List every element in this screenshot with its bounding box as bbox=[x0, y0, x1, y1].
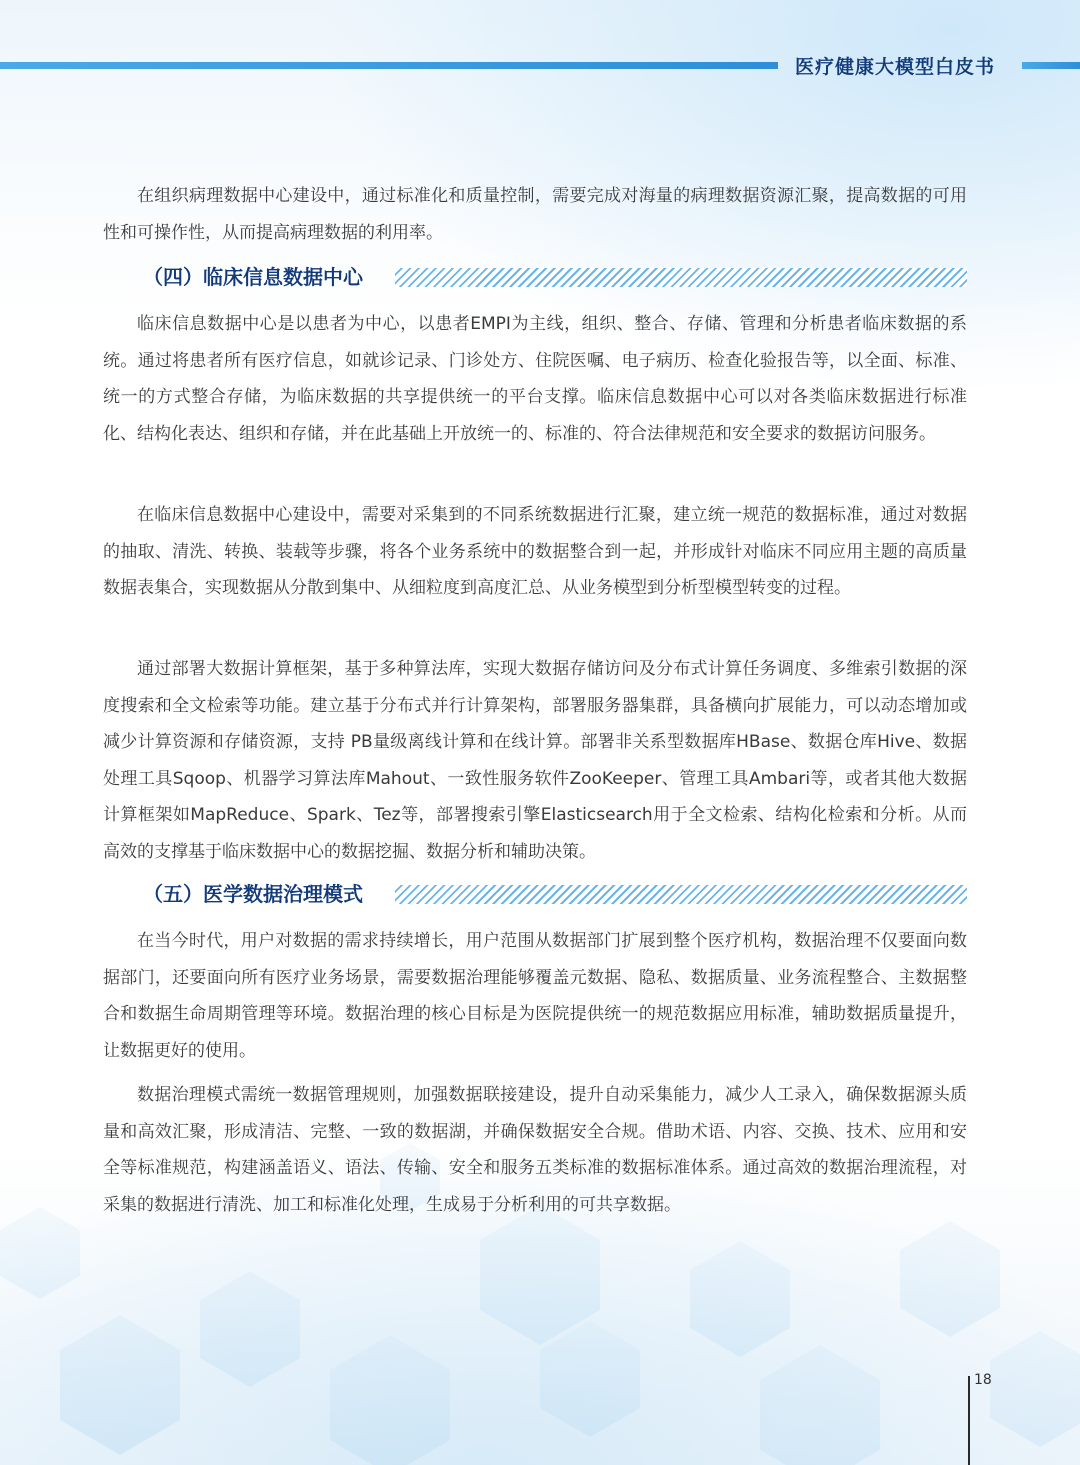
paragraph-clinical-center-construction: 在临床信息数据中心建设中，需要对采集到的不同系统数据进行汇聚，建立统一规范的数据标准，通过对数据的抽取、清洗、转换、装载等步骤，将各个业务系统中的数据整合到一起，并形成针对临床不同应用主题的高质量数据表集合，实现数据从分散到集中、从细粒度到高度汇总、从业务模型到分析型模型转变的过程。 bbox=[103, 505, 967, 598]
paragraph-data-governance-mode: 数据治理模式需统一数据管理规则，加强数据联接建设，提升自动采集能力，减少人工录入，确保数据源头质量和高效汇聚，形成清洁、完整、一致的数据湖，并确保数据安全合规。借助术语、内容、交换、技术、应用和安全等标准规范，构建涵盖语义、语法、传输、安全和服务五类标准的数据标准体系。通过高效的数据治理流程，对采集的数据进行清洗、加工和标准化处理，生成易于分析利用的可共享数据。 bbox=[103, 1085, 967, 1215]
header-title: 医疗健康大模型白皮书 bbox=[795, 56, 996, 78]
header-accent-bar-left bbox=[0, 62, 778, 69]
section-title: （五）医学数据治理模式 bbox=[143, 882, 363, 906]
paragraph-big-data-framework: 通过部署大数据计算框架，基于多种算法库，实现大数据存储访问及分布式计算任务调度、多维索引数据的深度搜索和全文检索等功能。建立基于分布式并行计算架构，部署服务器集群，具备横向扩展能力，可以动态增加或减少计算资源和存储资源，支持 PB量级离线计算和在线计算。部署非关系型数据库HBase、数据仓库Hive、数据处理工具Sqoop、机器学习算法库Mahout、一致性服务软件ZooKeeper、管理工具Ambari等，或者其他大数据计算框架如MapReduce、Spark、Tez等，部署搜索引擎Elasticsearch用于全文检索、结构化检索和分析。从而高效的支撑基于临床数据中心的数据挖掘、数据分析和辅助决策。 bbox=[103, 659, 967, 862]
page-number: 18 bbox=[974, 1372, 992, 1388]
section-hatch-decoration bbox=[395, 268, 967, 287]
paragraph-clinical-center-definition: 临床信息数据中心是以患者为中心，以患者EMPI为主线，组织、整合、存储、管理和分析患者临床数据的系统。通过将患者所有医疗信息，如就诊记录、门诊处方、住院医嘱、电子病历、检查化验报告等，以全面、标准、统一的方式整合存储，为临床数据的共享提供统一的平台支撑。临床信息数据中心可以对各类临床数据进行标准化、结构化表达、组织和存储，并在此基础上开放统一的、标准的、符合法律规范和安全要求的数据访问服务。 bbox=[103, 314, 967, 444]
page-number-divider bbox=[968, 1376, 970, 1465]
section-heading-5 bbox=[143, 879, 967, 909]
header-accent-bar-right bbox=[1022, 62, 1080, 69]
section-hatch-decoration bbox=[395, 885, 967, 904]
paragraph-pathology-summary: 在组织病理数据中心建设中，通过标准化和质量控制，需要完成对海量的病理数据资源汇聚，提高数据的可用性和可操作性，从而提高病理数据的利用率。 bbox=[103, 186, 967, 243]
paragraph-data-governance-needs: 在当今时代，用户对数据的需求持续增长，用户范围从数据部门扩展到整个医疗机构，数据治理不仅要面向数据部门，还要面向所有医疗业务场景，需要数据治理能够覆盖元数据、隐私、数据质量、业务流程整合、主数据整合和数据生命周期管理等环境。数据治理的核心目标是为医院提供统一的规范数据应用标准，辅助数据质量提升，让数据更好的使用。 bbox=[103, 931, 967, 1061]
section-heading-4 bbox=[143, 262, 967, 292]
section-title: （四）临床信息数据中心 bbox=[143, 265, 363, 289]
